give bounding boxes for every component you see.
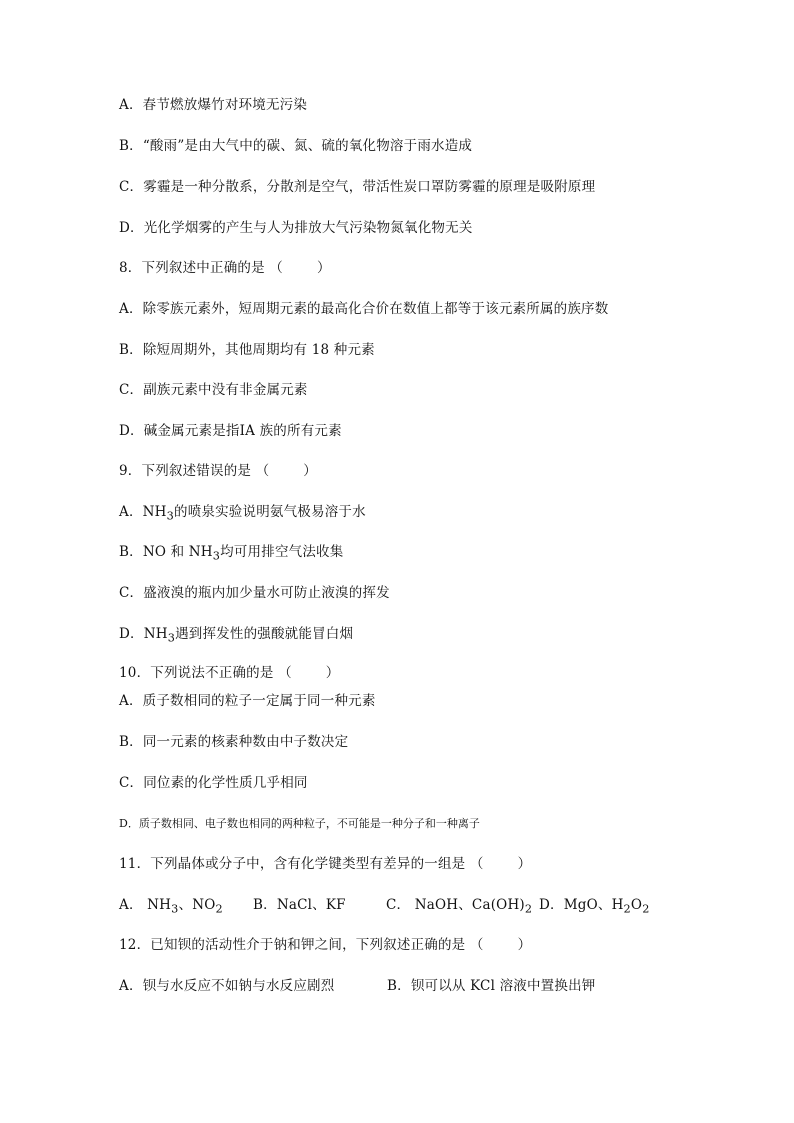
q7-option-d: D．光化学烟雾的产生与人为排放大气污染物氮氧化物无关: [119, 220, 473, 236]
q10-paren-left: （: [278, 665, 292, 681]
q11-text: 11．下列晶体或分子中，含有化学键类型有差异的一组是: [119, 856, 466, 872]
q8-paren-left: （: [269, 260, 283, 276]
q11-paren-right: ）: [517, 856, 532, 872]
q9-paren-right: ）: [303, 463, 317, 479]
q10-option-a: A．质子数相同的粒子一定属于同一种元素: [119, 693, 376, 709]
q9-paren-left: （: [255, 463, 270, 479]
q10-option-b: B．同一元素的核素种数由中子数决定: [119, 734, 349, 750]
q8-option-b: B．除短周期外，其他周期均有 18 种元素: [119, 342, 375, 358]
q12-paren-right: ）: [517, 937, 532, 953]
q12-options: [119, 977, 679, 997]
q11-paren-left: （: [469, 856, 484, 872]
q9-option-c: C．盛液溴的瓶内加少量水可防止液溴的挥发: [119, 585, 390, 601]
q11-option-d: D．MgO、$H_2O_2$: [539, 897, 650, 916]
q8-option-a: A．除零族元素外，短周期元素的最高化合价在数值上都等于该元素所属的族序数: [119, 301, 609, 317]
q7-option-c: C．雾霾是一种分散系，分散剂是空气，带活性炭口罩防雾霾的原理是吸附原理: [119, 179, 596, 195]
q10-paren-right: ）: [325, 665, 340, 681]
q7-option-b: B．“酸雨”是由大气中的碳、氮、硫的氧化物溶于雨水造成: [119, 138, 473, 154]
q12-paren-left: （: [469, 937, 484, 953]
q12-option-b: B．钡可以从 KCl 溶液中置换出钾: [387, 978, 596, 994]
q8-paren-right: ）: [317, 260, 331, 276]
q11-option-a: A． $NH_3$、$NO_2$: [119, 897, 223, 916]
q9-option-a: A．$NH_3$的喷泉实验说明氨气极易溶于水: [119, 504, 366, 523]
q11-options: [119, 896, 679, 916]
q8-text: 8．下列叙述中正确的是: [119, 260, 265, 276]
q7-option-a: A．春节燃放爆竹对环境无污染: [119, 97, 308, 113]
q9-stem: [119, 462, 317, 480]
q9-option-b: B．NO 和 $NH_3$均可用排空气法收集: [119, 544, 344, 563]
q12-text: 12．已知钡的活动性介于钠和钾之间，下列叙述正确的是: [119, 937, 466, 953]
q9-option-d: D．$NH_3$遇到挥发性的强酸就能冒白烟: [119, 626, 354, 645]
q12-option-a: A．钡与水反应不如钠与水反应剧烈: [119, 978, 335, 994]
q10-stem: [119, 664, 339, 682]
q8-option-d: D．碱金属元素是指ⅠA 族的所有元素: [119, 423, 342, 439]
q10-text: 10．下列说法不正确的是: [119, 665, 274, 681]
q10-option-c: C．同位素的化学性质几乎相同: [119, 775, 308, 791]
q11-option-c: C． NaOH、$Ca(OH)_2$: [386, 897, 533, 916]
q11-option-b: B．NaCl、KF: [253, 897, 346, 913]
q10-option-d: D．质子数相同、电子数也相同的两种粒子，不可能是一种分子和一种离子: [119, 817, 480, 830]
q12-stem: [119, 936, 531, 954]
q11-stem: [119, 855, 531, 873]
q8-option-c: C．副族元素中没有非金属元素: [119, 382, 308, 398]
q8-stem: [119, 259, 331, 277]
q9-text: 9．下列叙述错误的是: [119, 463, 252, 479]
